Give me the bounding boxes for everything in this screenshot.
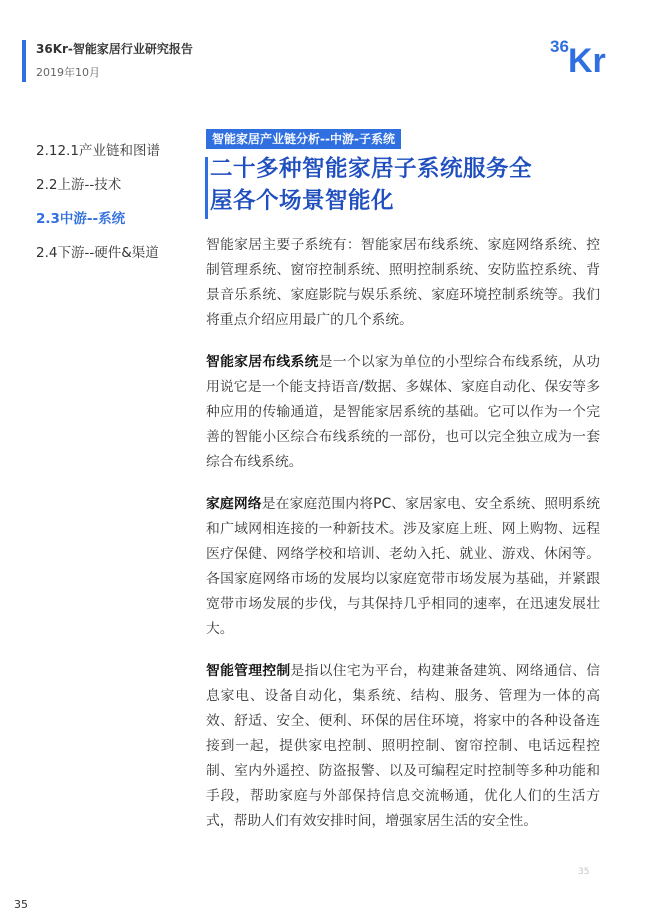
- header-accent-bar: [22, 40, 26, 82]
- toc-item-upstream[interactable]: 2.2上游--技术: [36, 177, 122, 193]
- paragraph-network-term: 家庭网络: [206, 496, 262, 512]
- report-title: 36Kr-智能家居行业研究报告: [36, 42, 193, 56]
- logo-text-36: 36: [550, 37, 569, 56]
- paragraph-management-control: [206, 659, 600, 834]
- paragraph-control-text: 是指以住宅为平台，构建兼备建筑、网络通信、信息家电、设备自动化，集系统、结构、服务、管理为一体的高效、舒适、安全、便利、环保的居住环境，将家中的各种设备连接到一起，提供家电控制、照明控制、窗帘控制、电话远程控制、室内外遥控、防盗报警、以及可编程定时控制等多种功能和手段，帮助家庭与外部保持信息交流畅通，优化人们的生活方式，帮助人们有效安排时间，增强家居生活的安全性。: [206, 663, 601, 829]
- main-content: [206, 128, 600, 834]
- headline-line-1: 二十多种智能家居子系统服务全: [210, 156, 533, 182]
- paragraph-control-term: 智能管理控制: [206, 663, 291, 679]
- report-date: 2019年10月: [36, 66, 100, 79]
- paragraph-wiring-term: 智能家居布线系统: [206, 354, 319, 370]
- page-corner-number: 35: [578, 867, 590, 877]
- toc-item-industry-chain[interactable]: 2.12.1产业链和图谱: [36, 143, 160, 159]
- paragraph-wiring: [206, 350, 600, 475]
- paragraph-home-network: [206, 492, 600, 642]
- paragraph-subsystems-text: 智能家居主要子系统有：智能家居布线系统、家庭网络系统、控制管理系统、窗帘控制系统、照明控制系统、安防监控系统、背景音乐系统、家庭影院与娱乐系统、家庭环境控制系统等。我们将重点介绍应用最广的几个系统。: [206, 237, 600, 328]
- headline-line-2: 屋各个场景智能化: [210, 188, 395, 214]
- toc-item-midstream[interactable]: 2.3中游--系统: [36, 211, 126, 227]
- section-label: 智能家居产业链分析--中游-子系统: [206, 129, 401, 149]
- paragraph-network-text: 是在家庭范围内将PC、家居家电、安全系统、照明系统和广域网相连接的一种新技术。涉及家庭上班、网上购物、远程医疗保健、网络学校和培训、老幼入托、就业、游戏、休闲等。各国家庭网络市场的发展均以家庭宽带市场发展为基础，并紧跟宽带市场发展的步伐，与其保持几乎相同的速率，在迅速发展壮大。: [206, 496, 601, 637]
- paragraph-subsystems: [206, 233, 600, 333]
- logo-text-kr: Kr: [568, 42, 606, 74]
- paragraph-wiring-text: 是一个以家为单位的小型综合布线系统，从功用说它是一个能支持语音/数据、多媒体、家庭自动化、保安等多种应用的传输通道，是智能家居系统的基础。它可以作为一个完善的智能小区综合布线系统的一部份，也可以完全独立成为一套综合布线系统。: [206, 354, 601, 470]
- 36kr-logo: [548, 34, 624, 74]
- page-number: 35: [14, 898, 28, 911]
- toc-item-downstream[interactable]: 2.4下游--硬件&渠道: [36, 245, 159, 261]
- headline-block: [206, 153, 600, 217]
- table-of-contents: [36, 143, 160, 279]
